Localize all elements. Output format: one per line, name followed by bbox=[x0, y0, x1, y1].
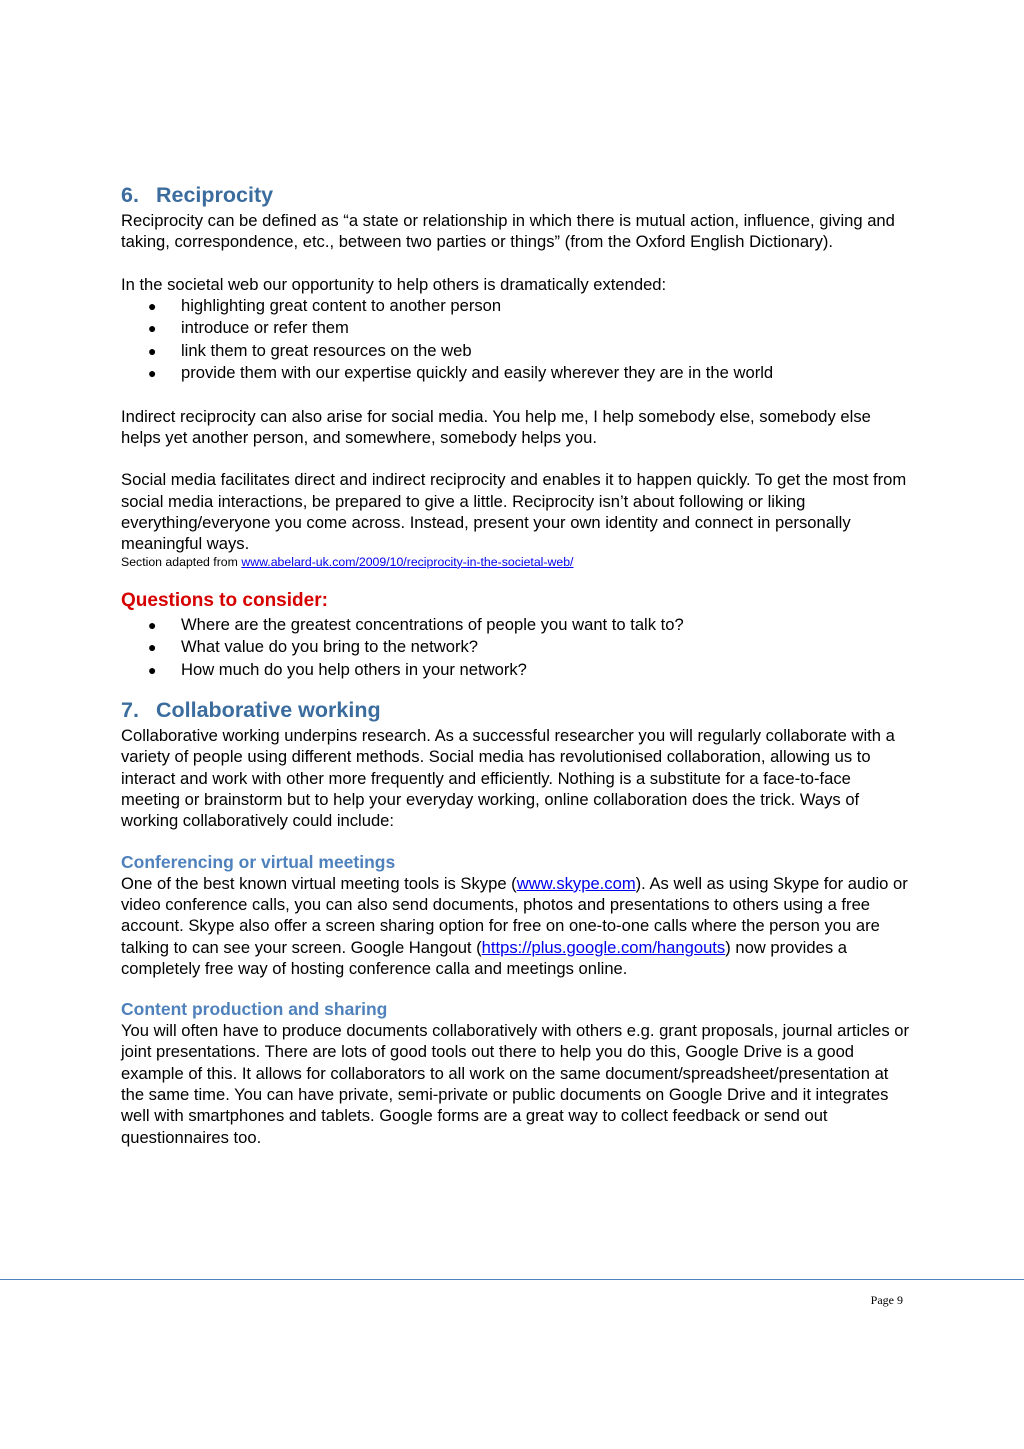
conferencing-paragraph: One of the best known virtual meeting tools is Skype (www.skype.com). As well as using Skype for audio or video conference calls, you can also send documents, photos and presentations to others using a free account. Skype also offer a screen sharing option for free on one-to-one calls where the person you are talking to can see your screen. Google Hangout (https://plus.google.com/hangouts) now provides a completely free way of hosting conference calla and meetings online. bbox=[121, 873, 908, 978]
abelard-source-link[interactable]: www.abelard-uk.com/2009/10/reciprocity-in-the-societal-web/ bbox=[241, 554, 574, 569]
bullet-icon: ● bbox=[148, 639, 157, 656]
reciprocity-list bbox=[121, 295, 911, 385]
section-7-title: Collaborative working bbox=[155, 698, 381, 723]
section-6-number: 6. bbox=[121, 183, 139, 207]
page-number: Page 9 bbox=[870, 1293, 903, 1307]
section-7-heading bbox=[121, 695, 911, 725]
section-7-number: 7. bbox=[121, 698, 139, 723]
collaborative-intro: Collaborative working underpins research. As a successful researcher you will regularly collaborate with a variety of people using different methods. Social media has revolutionised collaboration, allowing us to interact and work with other more frequently and efficiently. Nothing is a substitute for a face-to-face meeting or brainstorm but to help your everyday working, online collaboration does the trick. Ways of working collaboratively could include: bbox=[121, 726, 895, 831]
societal-web-intro: In the societal web our opportunity to help others is dramatically extended: bbox=[121, 274, 667, 294]
page-content bbox=[121, 180, 911, 1148]
conferencing-heading: Conferencing or virtual meetings bbox=[121, 851, 396, 872]
questions-heading: Questions to consider: bbox=[121, 589, 328, 611]
questions-list bbox=[121, 614, 911, 682]
list-item: ● What value do you bring to the network? bbox=[121, 636, 911, 659]
bullet-icon: ● bbox=[148, 661, 157, 678]
bullet-icon: ● bbox=[148, 342, 157, 359]
section-6-heading bbox=[121, 180, 911, 210]
reciprocity-definition: Reciprocity can be defined as “a state or relationship in which there is mutual action, influence, giving and taking, correspondence, etc., between two parties or things” (from the Oxford English Dictionary). bbox=[121, 211, 895, 252]
skype-link[interactable]: www.skype.com bbox=[516, 873, 636, 893]
list-item: ● highlighting great content to another person bbox=[121, 295, 911, 318]
content-production-paragraph: You will often have to produce documents collaboratively with others e.g. grant proposals, journal articles or joint presentations. There are lots of good tools out there to help you do this, Google Drive is a good example of this. It allows for collaborators to all work on the same document/spreadsheet/presentation at the same time. You can have private, semi-private or public documents on Google Drive and it integrates well with smartphones and tablets. Google forms are a great way to collect feedback or send out questionnaires too. bbox=[121, 1021, 910, 1147]
social-media-reciprocity-paragraph: Social media facilitates direct and indirect reciprocity and enables it to happen quickly. To get the most from social media interactions, be prepared to give a little. Reciprocity isn’t about following or liking everything/everyone you come across. Instead, present your own identity and connect in personally meaningful ways. bbox=[121, 470, 907, 554]
content-production-heading: Content production and sharing bbox=[121, 999, 388, 1020]
list-item: ● provide them with our expertise quickly and easily wherever they are in the world bbox=[121, 362, 911, 385]
bullet-icon: ● bbox=[148, 365, 157, 382]
bullet-icon: ● bbox=[148, 616, 157, 633]
hangouts-link[interactable]: https://plus.google.com/hangouts bbox=[481, 937, 726, 957]
list-item: ● link them to great resources on the web bbox=[121, 340, 911, 363]
footer-divider bbox=[0, 1279, 1024, 1280]
indirect-reciprocity-paragraph: Indirect reciprocity can also arise for social media. You help me, I help somebody else, somebody else helps yet another person, and somewhere, somebody helps you. bbox=[121, 406, 871, 448]
list-item: ● introduce or refer them bbox=[121, 317, 911, 340]
list-item: ● How much do you help others in your network? bbox=[121, 659, 911, 682]
list-item: ● Where are the greatest concentrations of people you want to talk to? bbox=[121, 614, 911, 637]
bullet-icon: ● bbox=[148, 320, 157, 337]
source-note: Section adapted from www.abelard-uk.com/2009/10/reciprocity-in-the-societal-web/ bbox=[121, 554, 574, 569]
bullet-icon: ● bbox=[148, 297, 157, 314]
section-6-title: Reciprocity bbox=[155, 183, 274, 207]
